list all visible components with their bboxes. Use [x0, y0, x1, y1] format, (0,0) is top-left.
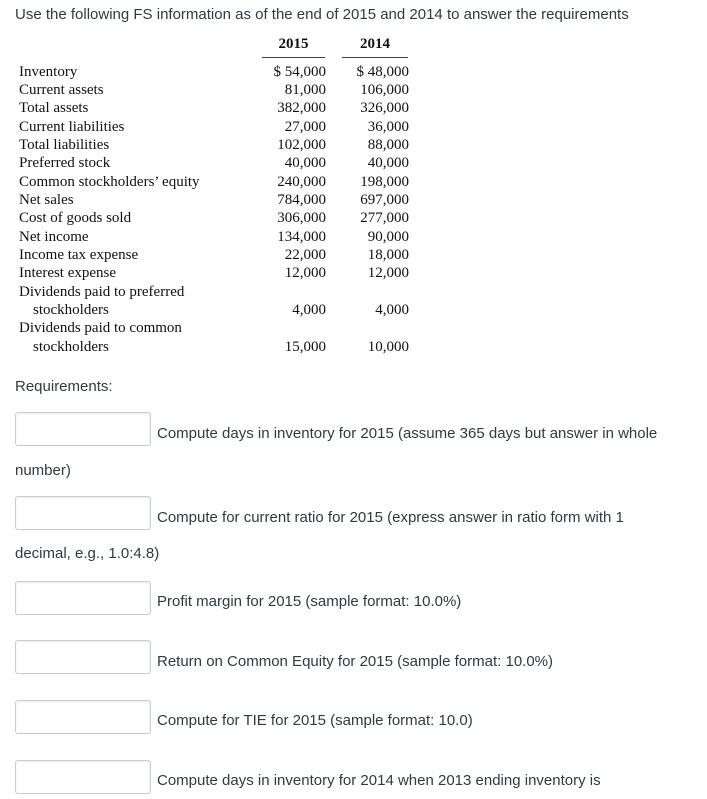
requirement-text: Return on Common Equity for 2015 (sample format: 10.0%): [157, 653, 554, 670]
column-header-2015: 2015: [262, 36, 325, 58]
value-2015: 15,000: [284, 339, 326, 355]
value-2015: 784,000: [277, 192, 326, 208]
value-2015: 81,000: [284, 82, 326, 98]
table-row: [19, 319, 399, 337]
value-2014: 106,000: [360, 82, 409, 98]
value-2014: 36,000: [367, 119, 409, 135]
requirements-heading: Requirements:: [15, 378, 113, 395]
value-2014: 40,000: [367, 155, 409, 171]
value-2014: 4,000: [375, 302, 409, 318]
row-label: stockholders: [33, 339, 109, 355]
row-label: Inventory: [19, 64, 78, 80]
value-2015: 306,000: [277, 210, 326, 226]
table-row: [19, 228, 409, 246]
value-2014: 697,000: [360, 192, 409, 208]
requirement-text-continuation: decimal, e.g., 1.0:4.8): [15, 545, 160, 562]
row-label: Current liabilities: [19, 119, 125, 135]
value-2014: 326,000: [360, 100, 409, 116]
requirement-text: Profit margin for 2015 (sample format: 10.0%): [157, 593, 462, 610]
value-2014: 90,000: [367, 229, 409, 245]
table-row: [19, 338, 409, 356]
row-label: Dividends paid to common: [19, 320, 182, 336]
requirement-text-continuation: number): [15, 462, 71, 479]
table-row: [19, 191, 409, 209]
answer-input-days-inventory-2015[interactable]: [15, 412, 151, 446]
row-label: Cost of goods sold: [19, 210, 132, 226]
requirement-text: Compute days in inventory for 2014 when 2013 ending inventory is: [157, 772, 601, 789]
row-label: Total liabilities: [19, 137, 110, 153]
row-label: Current assets: [19, 82, 104, 98]
answer-input-tie-2015[interactable]: [15, 700, 151, 734]
instructions-text: Use the following FS information as of the end of 2015 and 2014 to answer the requirements: [15, 6, 629, 23]
value-2014: 18,000: [367, 247, 409, 263]
answer-input-profit-margin-2015[interactable]: [15, 581, 151, 615]
row-label: stockholders: [33, 302, 109, 318]
table-row: [19, 301, 409, 319]
row-label: Income tax expense: [19, 247, 139, 263]
value-2015: $ 54,000: [273, 64, 326, 80]
table-row: [19, 118, 409, 136]
value-2015: 382,000: [277, 100, 326, 116]
table-row: [19, 81, 409, 99]
value-2015: 22,000: [284, 247, 326, 263]
answer-input-roe-2015[interactable]: [15, 640, 151, 674]
value-2015: 27,000: [284, 119, 326, 135]
table-row: [19, 154, 409, 172]
table-row: [19, 63, 409, 81]
row-label: Common stockholders’ equity: [19, 174, 200, 190]
row-label: Net income: [19, 229, 89, 245]
table-row: [19, 173, 409, 191]
table-row: [19, 264, 409, 282]
column-header-2014: 2014: [342, 36, 408, 58]
value-2015: 12,000: [284, 265, 326, 281]
value-2014: 12,000: [367, 265, 409, 281]
requirement-text: Compute for TIE for 2015 (sample format: 10.0): [157, 712, 473, 729]
table-row: [19, 136, 409, 154]
row-label: Preferred stock: [19, 155, 111, 171]
table-row: [19, 99, 409, 117]
table-row: [19, 246, 409, 264]
value-2014: 10,000: [367, 339, 409, 355]
value-2014: $ 48,000: [356, 64, 409, 80]
answer-input-days-inventory-2014[interactable]: [15, 760, 151, 794]
value-2015: 40,000: [284, 155, 326, 171]
row-label: Dividends paid to preferred: [19, 284, 185, 300]
table-row: [19, 283, 399, 301]
value-2015: 134,000: [277, 229, 326, 245]
value-2014: 277,000: [360, 210, 409, 226]
value-2015: 240,000: [277, 174, 326, 190]
value-2015: 4,000: [292, 302, 326, 318]
value-2014: 198,000: [360, 174, 409, 190]
row-label: Interest expense: [19, 265, 117, 281]
requirement-text: Compute days in inventory for 2015 (assume 365 days but answer in whole: [157, 425, 658, 442]
row-label: Net sales: [19, 192, 74, 208]
answer-input-current-ratio-2015[interactable]: [15, 496, 151, 530]
requirement-text: Compute for current ratio for 2015 (express answer in ratio form with 1: [157, 509, 624, 526]
value-2015: 102,000: [277, 137, 326, 153]
row-label: Total assets: [19, 100, 89, 116]
value-2014: 88,000: [367, 137, 409, 153]
table-row: [19, 209, 409, 227]
